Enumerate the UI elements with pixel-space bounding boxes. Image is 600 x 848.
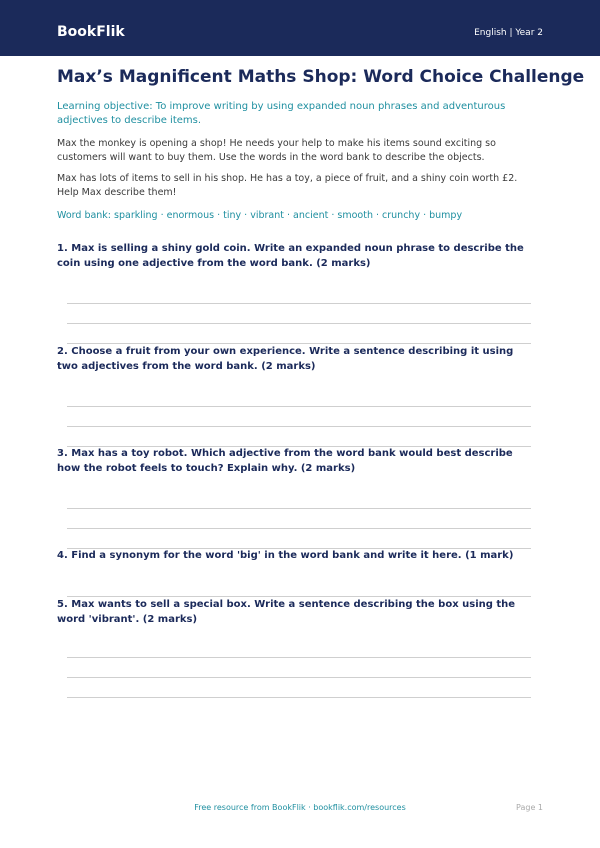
subject-label: English | Year 2 xyxy=(474,28,543,38)
intro-paragraph-2: Max has lots of items to sell in his shop. He has a toy, a piece of fruit, and a shiny coin worth £2. Help Max describe them! xyxy=(57,173,518,198)
answer-line[interactable] xyxy=(67,657,531,658)
page-number: Page 1 xyxy=(516,803,543,812)
question-1: 1. Max is selling a shiny gold coin. Write an expanded noun phrase to describe the coin using one adjective from the word bank. (2 marks) xyxy=(57,243,524,269)
word-bank: Word bank: sparkling · enormous · tiny · vibrant · ancient · smooth · crunchy · bumpy xyxy=(57,210,463,221)
page-title: Max’s Magnificent Maths Shop: Word Choice Challenge xyxy=(57,67,585,87)
brand-logo: BookFlik xyxy=(57,24,125,40)
question-2: 2. Choose a fruit from your own experience. Write a sentence describing it using two adjectives from the word bank. (2 marks) xyxy=(57,346,514,372)
question-3: 3. Max has a toy robot. Which adjective from the word bank would best describe how the robot feels to touch? Explain why. (2 marks) xyxy=(57,448,513,474)
answer-line[interactable] xyxy=(67,697,531,698)
page-header xyxy=(0,0,600,56)
footer-text: Free resource from BookFlik · bookflik.com/resources xyxy=(194,803,406,812)
answer-line[interactable] xyxy=(67,303,531,304)
answer-line[interactable] xyxy=(67,508,531,509)
answer-line[interactable] xyxy=(67,406,531,407)
answer-line[interactable] xyxy=(67,528,531,529)
question-5: 5. Max wants to sell a special box. Write a sentence describing the box using the word 'vibrant'. (2 marks) xyxy=(57,599,516,625)
question-4: 4. Find a synonym for the word 'big' in the word bank and write it here. (1 mark) xyxy=(57,550,514,561)
answer-line[interactable] xyxy=(67,426,531,427)
answer-line[interactable] xyxy=(67,323,531,324)
intro-paragraph-1: Max the monkey is opening a shop! He needs your help to make his items sound exciting so customers will want to buy them. Use the words in the word bank to describe the objects. xyxy=(57,138,496,163)
answer-line[interactable] xyxy=(67,677,531,678)
learning-objective: Learning objective: To improve writing by using expanded noun phrases and adventurous adjectives to describe items. xyxy=(57,101,506,126)
